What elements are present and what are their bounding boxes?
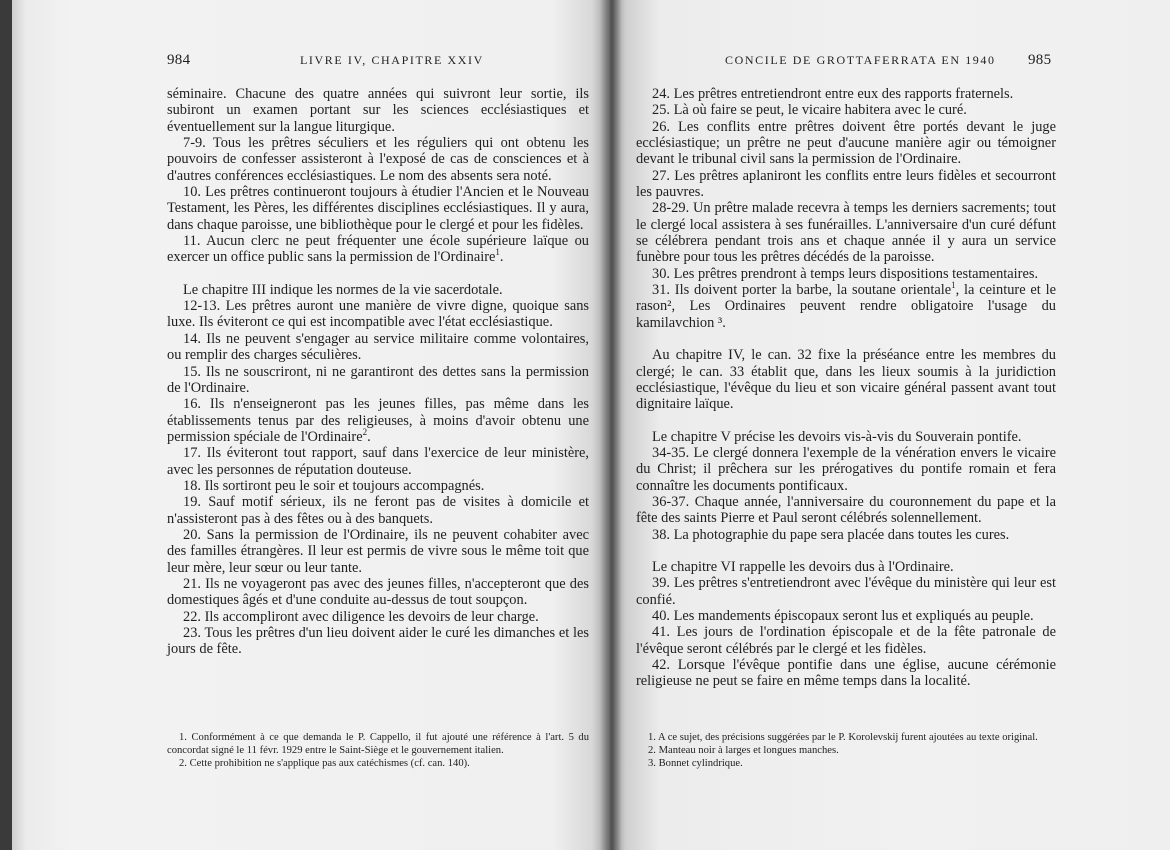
paragraph-text: 22. Ils accompliront avec diligence les devoirs de leur charge. [183, 608, 539, 625]
footnote-ref: 1 [951, 280, 956, 291]
paragraph [167, 625, 589, 658]
paragraph [636, 657, 1056, 690]
paragraph [636, 266, 1056, 282]
paragraph-text: 26. Les conflits entre prêtres doivent être portés devant le juge ecclésiastique; un prêtre ne peut d'aucune manière agir ou témoigner devant le tribunal civil sans la permission de l'Ordinaire. [636, 118, 1056, 168]
footnote: 1. A ce sujet, des précisions suggérées par le P. Korolevskij furent ajoutées au texte original. [648, 732, 1038, 743]
right-page [610, 0, 1170, 850]
paragraph-text: Le chapitre V précise les devoirs vis-à-vis du Souverain pontife. [652, 428, 1022, 445]
footnote: 1. Conformément à ce que demanda le P. Cappello, il fut ajouté une référence à l'art. 5 du concordat signé le 11 févr. 1929 entre le Saint-Siège et le gouvernement italien. [167, 732, 589, 757]
paragraph [167, 331, 589, 364]
paragraph-text: 10. Les prêtres continueront toujours à étudier l'Ancien et le Nouveau Testament, les Pères, les différentes disciplines ecclésiastiques. Il y aura, dans chaque paroisse, une bibliothèque pour le clergé et pour les fidèles. [167, 184, 589, 233]
paragraph-text: 20. Sans la permission de l'Ordinaire, ils ne peuvent cohabiter avec des familles étrangères. Il leur est permis de vivre sous le même toit que leur mère, leur sœur ou leur tante. [167, 526, 589, 576]
footnote: 2. Manteau noir à larges et longues manches. [648, 745, 839, 757]
right-page-footnotes [636, 731, 1056, 771]
paragraph [636, 527, 1056, 543]
paragraph-text: 24. Les prêtres entretiendront entre eux des rapports fraternels. [652, 86, 1014, 102]
paragraph-text: 42. Lorsque l'évêque pontifie dans une église, aucune cérémonie religieuse ne peut se faire en même temps dans la localité. [636, 657, 1056, 690]
paragraph-text: Au chapitre IV, le can. 32 fixe la préséance entre les membres du clergé; le can. 33 établit que, dans les lieux soumis à la juridiction ecclésiastique, l'évêque du lieu et son vicaire général passent avant tout dignitaire laïque. [636, 347, 1056, 413]
paragraph [636, 102, 1056, 118]
paragraph-text: 38. La photographie du pape sera placée dans toutes les cures. [652, 526, 1010, 543]
paragraph-text: 14. Ils ne peuvent s'engager au service militaire comme volontaires, ou remplir des charges séculières. [167, 330, 589, 364]
paragraph [167, 478, 589, 494]
paragraph [636, 119, 1056, 168]
paragraph [636, 624, 1056, 657]
paragraph-text: 36-37. Chaque année, l'anniversaire du couronnement du pape et la fête des saints Pierre et Paul seront célébrés solennellement. [636, 493, 1056, 527]
paragraph-text: 39. Les prêtres s'entretiendront avec l'évêque du ministère qui leur est confié. [636, 575, 1056, 608]
paragraph-text: 11. Aucun clerc ne peut fréquenter une école supérieure laïque ou exercer un office public sans la permission de l'Ordinaire [167, 233, 589, 266]
paragraph [167, 576, 589, 609]
paragraph-text: 27. Les prêtres aplaniront les conflits entre leurs fidèles et secourront les pauvres. [636, 167, 1056, 201]
left-page-body [167, 86, 589, 658]
paragraph [636, 429, 1056, 445]
paragraph-text-after: , la ceinture et le rason², Les Ordinaires peuvent rendre obligatoire l'usage du kamilavchion ³. [636, 282, 1056, 331]
paragraph-text: 12-13. Les prêtres auront une manière de vivre digne, quoique sans luxe. Ils éviteront ce qui est incompatible avec l'état ecclésiastique. [167, 298, 589, 331]
paragraph-text: 31. Ils doivent porter la barbe, la soutane orientale [652, 282, 952, 299]
paragraph [167, 282, 589, 298]
footnote: 3. Bonnet cylindrique. [648, 758, 743, 770]
paragraph-text: 17. Ils éviteront tout rapport, sauf dans l'exercice de leur ministère, avec les personnes de réputation douteuse. [167, 445, 589, 478]
right-page-body [636, 86, 1056, 690]
paragraph-text: 21. Ils ne voyageront pas avec des jeunes filles, n'accepteront que des domestiques âgés et d'une conduite au-dessus de tout soupçon. [167, 575, 589, 609]
paragraph [167, 86, 589, 135]
paragraph-text: séminaire. Chacune des quatre années qui suivront leur sortie, ils subiront un examen portant sur les sciences ecclésiastiques et éventuellement sur la langue liturgique. [167, 86, 589, 135]
paragraph-text: 18. Ils sortiront peu le soir et toujours accompagnés. [183, 477, 485, 494]
paragraph-text: 7-9. Tous les prêtres séculiers et les réguliers qui ont obtenu les pouvoirs de confesser assisteront à l'exposé de cas de consciences et à d'autres conférences ecclésiastiques. Le nom des absents sera noté. [167, 135, 589, 184]
paragraph [636, 168, 1056, 201]
paragraph [636, 494, 1056, 527]
paragraph [167, 396, 589, 445]
paragraph-text: 41. Les jours de l'ordination épiscopale et de la fête patronale de l'évêque seront célébrés par le clergé et les fidèles. [636, 624, 1056, 657]
paragraph [636, 608, 1056, 624]
paragraph [636, 347, 1056, 412]
footnote-ref: 1 [495, 247, 500, 258]
paragraph [167, 233, 589, 266]
paragraph-text: Le chapitre III indique les normes de la vie sacerdotale. [183, 281, 503, 298]
paragraph-text: 34-35. Le clergé donnera l'exemple de la vénération envers le vicaire du Christ; il prêchera sur les prérogatives du pontife romain et fera connaître les documents pontificaux. [636, 444, 1056, 494]
paragraph-text: 23. Tous les prêtres d'un lieu doivent aider le curé les dimanches et les jours de fête. [167, 625, 589, 658]
paragraph [167, 298, 589, 331]
paragraph-text: 40. Les mandements épiscopaux seront lus et expliqués au peuple. [652, 607, 1034, 624]
page-number: 985 [1028, 52, 1052, 68]
footnote-ref: 2 [362, 427, 368, 438]
paragraph-text: 28-29. Un prêtre malade recevra à temps les derniers sacrements; tout le clergé local assistera à ses funérailles. L'anniversaire d'un curé défunt se célébrera pendant trois ans et chaque année il y aura un service funèbre pour tous les prêtres décédés de la paroisse. [636, 200, 1056, 266]
left-page [12, 0, 610, 850]
paragraph [636, 86, 1056, 102]
paragraph [636, 282, 1056, 331]
left-page-footnotes [167, 731, 589, 771]
running-head: LIVRE IV, CHAPITRE XXIV [300, 53, 484, 67]
paragraph-text: 19. Sauf motif sérieux, ils ne feront pas de visites à domicile et n'assisteront pas à des fêtes ou à des banquets. [167, 494, 589, 527]
paragraph-text: 25. Là où faire se peut, le vicaire habitera avec le curé. [652, 102, 967, 119]
paragraph [636, 200, 1056, 265]
paragraph [636, 445, 1056, 494]
paragraph [636, 559, 1056, 575]
paragraph [167, 364, 589, 397]
paragraph-text: 30. Les prêtres prendront à temps leurs dispositions testamentaires. [652, 265, 1039, 282]
paragraph-gap [167, 266, 589, 282]
paragraph [167, 445, 589, 478]
running-head: CONCILE DE GROTTAFERRATA EN 1940 [725, 53, 996, 67]
paragraph-text: Le chapitre VI rappelle les devoirs dus à l'Ordinaire. [652, 558, 954, 575]
paragraph-gap [636, 331, 1056, 347]
paragraph [167, 135, 589, 184]
page-number: 984 [167, 52, 191, 68]
paragraph [167, 527, 589, 576]
paragraph-text: 15. Ils ne souscriront, ni ne garantiront des dettes sans la permission de l'Ordinaire. [167, 363, 589, 396]
paragraph [167, 609, 589, 625]
footnote: 2. Cette prohibition ne s'applique pas aux catéchismes (cf. can. 140). [179, 758, 470, 770]
paragraph-text-after: . [367, 428, 371, 445]
paragraph [167, 494, 589, 527]
paragraph-gap [636, 543, 1056, 559]
paragraph-gap [636, 413, 1056, 429]
paragraph [636, 575, 1056, 608]
paragraph-text-after: . [499, 249, 504, 266]
paragraph-text: 16. Ils n'enseigneront pas les jeunes filles, pas même dans les établissements tenus par des religieuses, à moins d'avoir obtenu une permission spéciale de l'Ordinaire [167, 396, 589, 445]
paragraph [167, 184, 589, 233]
